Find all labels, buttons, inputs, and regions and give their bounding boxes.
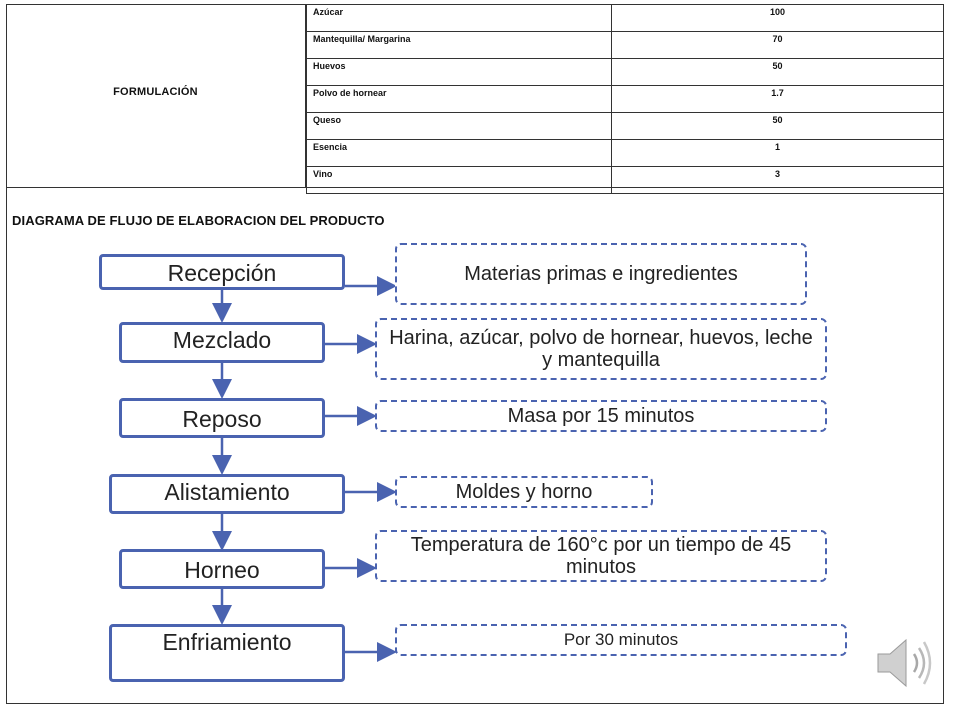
note-enfriamiento — [395, 624, 847, 656]
table-row — [307, 167, 944, 194]
ingredient-cell: Esencia — [307, 140, 612, 167]
ingredient-cell: Queso — [307, 113, 612, 140]
step-label: Alistamiento — [164, 479, 290, 505]
quantity-cell: 70 — [612, 32, 944, 59]
step-reposo — [119, 398, 325, 438]
note-text: Materias primas e ingredientes — [464, 263, 738, 285]
ingredient-cell: Mantequilla/ Margarina — [307, 32, 612, 59]
diagram-title: DIAGRAMA DE FLUJO DE ELABORACION DEL PRODUCTO — [12, 213, 385, 228]
quantity-cell: 50 — [612, 113, 944, 140]
note-reposo — [375, 400, 827, 432]
table-row — [307, 140, 944, 167]
step-label: Enfriamiento — [162, 629, 292, 655]
step-label: Horneo — [184, 557, 260, 583]
step-mezclado — [119, 322, 325, 363]
speaker-icon[interactable] — [872, 632, 934, 694]
note-text: Harina, azúcar, polvo de hornear, huevos, leche y mantequilla — [389, 327, 813, 371]
note-horneo — [375, 530, 827, 582]
quantity-cell: 1 — [612, 140, 944, 167]
quantity-cell: 3 — [612, 167, 944, 194]
note-text: Temperatura de 160°c por un tiempo de 45 minutos — [410, 534, 792, 578]
step-enfriamiento — [109, 624, 345, 682]
quantity-cell: 50 — [612, 59, 944, 86]
note-alistamiento — [395, 476, 653, 508]
quantity-cell: 100 — [612, 5, 944, 32]
ingredient-cell: Polvo de hornear — [307, 86, 612, 113]
ingredient-cell: Vino — [307, 167, 612, 194]
note-text: Moldes y horno — [455, 481, 593, 503]
formulation-label-cell — [6, 4, 306, 187]
table-row — [307, 32, 944, 59]
note-mezclado — [375, 318, 827, 380]
step-label: Mezclado — [172, 327, 272, 353]
note-text: Masa por 15 minutos — [507, 405, 695, 427]
note-text: Por 30 minutos — [563, 630, 679, 649]
step-horneo — [119, 549, 325, 589]
quantity-cell: 1.7 — [612, 86, 944, 113]
table-row — [307, 5, 944, 32]
step-label: Recepción — [167, 260, 277, 286]
step-recepcion — [99, 254, 345, 290]
note-recepcion — [395, 243, 807, 305]
ingredient-cell: Huevos — [307, 59, 612, 86]
table-row — [307, 59, 944, 86]
table-row — [307, 113, 944, 140]
formulation-table — [306, 4, 944, 194]
step-alistamiento — [109, 474, 345, 514]
ingredient-cell: Azúcar — [307, 5, 612, 32]
table-row — [307, 86, 944, 113]
formulation-label: FORMULACIÓN — [113, 85, 198, 98]
step-label: Reposo — [182, 406, 262, 432]
